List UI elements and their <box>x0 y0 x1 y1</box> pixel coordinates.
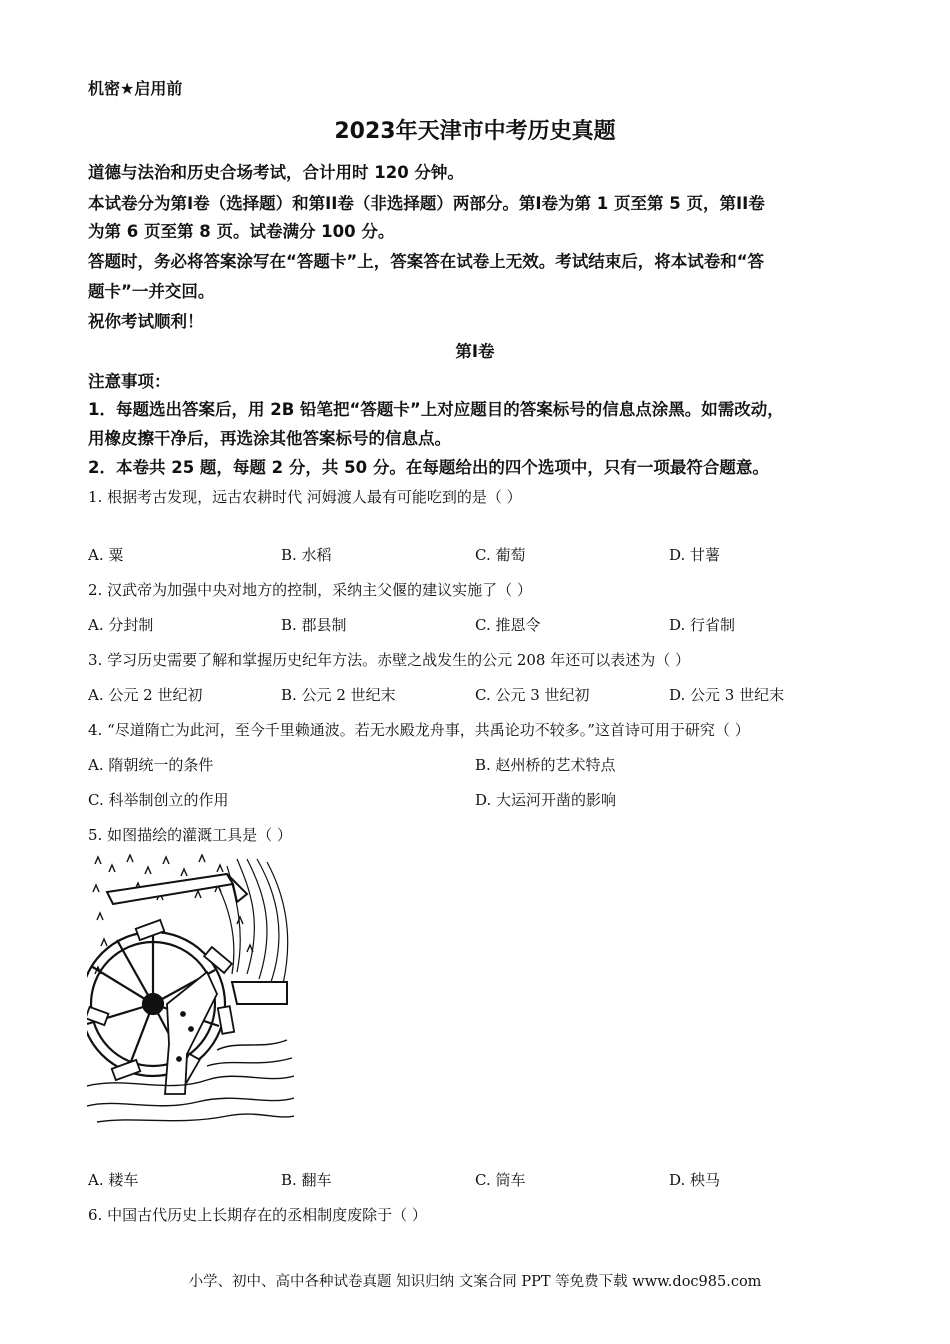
page-title: 2023年天津市中考历史真题 <box>334 119 616 144</box>
intro-line: 题卡”一并交回。 <box>88 282 215 301</box>
intro-line: 本试卷分为第I卷（选择题）和第II卷（非选择题）两部分。第I卷为第 1 页至第 5 页，第II卷 <box>88 194 765 213</box>
option-b: B. 水稻 <box>281 546 332 564</box>
intro-line: 为第 6 页至第 8 页。试卷满分 100 分。 <box>88 222 395 241</box>
option-c: C. 葡萄 <box>475 546 526 564</box>
intro-line: 答题时，务必将答案涂写在“答题卡”上，答案答在试卷上无效。考试结束后，将本试卷和“答 <box>88 252 765 271</box>
option-d: D. 公元 3 世纪末 <box>669 686 785 704</box>
option-d: D. 行省制 <box>669 616 736 634</box>
page-footer: 小学、初中、高中各种试卷真题 知识归纳 文案合同 PPT 等免费下载 www.doc985.com <box>188 1274 762 1290</box>
option-a: A. 粟 <box>88 546 124 564</box>
section-title: 第I卷 <box>455 342 495 361</box>
option-c: C. 公元 3 世纪初 <box>475 686 590 704</box>
question-stem: 2. 汉武帝为加强中央对地方的控制，采纳主父偃的建议实施了（ ） <box>88 581 532 599</box>
option-b: B. 公元 2 世纪末 <box>281 686 396 704</box>
question-stem: 1. 根据考古发现，远古农耕时代 河姆渡人最有可能吃到的是（ ） <box>88 488 522 506</box>
option-d: D. 大运河开凿的影响 <box>475 791 617 809</box>
option-c: C. 推恩令 <box>475 616 541 634</box>
question-stem: 6. 中国古代历史上长期存在的丞相制度废除于（ ） <box>88 1206 427 1224</box>
option-a: A. 分封制 <box>88 616 154 634</box>
intro-line: 道德与法治和历史合场考试，合计用时 120 分钟。 <box>88 163 464 182</box>
waterwheel-illustration <box>87 854 294 1130</box>
note-line: 2．本卷共 25 题，每题 2 分，共 50 分。在每题给出的四个选项中，只有一项最符合题意。 <box>88 458 769 477</box>
note-line: 用橡皮擦干净后，再选涂其他答案标号的信息点。 <box>88 429 451 448</box>
intro-line: 祝你考试顺利！ <box>88 312 204 331</box>
option-b: B. 郡县制 <box>281 616 347 634</box>
option-b: B. 赵州桥的艺术特点 <box>475 756 616 774</box>
option-a: A. 耧车 <box>88 1171 139 1189</box>
option-b: B. 翻车 <box>281 1171 332 1189</box>
option-c: C. 筒车 <box>475 1171 526 1189</box>
question-stem: 4. “尽道隋亡为此河，至今千里赖通波。若无水殿龙舟事，共禹论功不较多。”这首诗可用于研究（ ） <box>88 721 750 739</box>
confidential-mark: 机密★启用前 <box>88 79 183 98</box>
notes-heading: 注意事项： <box>88 372 171 391</box>
question-stem: 5. 如图描绘的灌溉工具是（ ） <box>88 826 292 844</box>
option-d: D. 秧马 <box>669 1171 721 1189</box>
question-stem: 3. 学习历史需要了解和掌握历史纪年方法。赤壁之战发生的公元 208 年还可以表述为（ ） <box>88 651 691 669</box>
option-d: D. 甘薯 <box>669 546 721 564</box>
option-a: A. 隋朝统一的条件 <box>88 756 214 774</box>
option-c: C. 科举制创立的作用 <box>88 791 229 809</box>
option-a: A. 公元 2 世纪初 <box>88 686 203 704</box>
note-line: 1．每题选出答案后，用 2B 铅笔把“答题卡”上对应题目的答案标号的信息点涂黑。如需改动， <box>88 400 784 419</box>
